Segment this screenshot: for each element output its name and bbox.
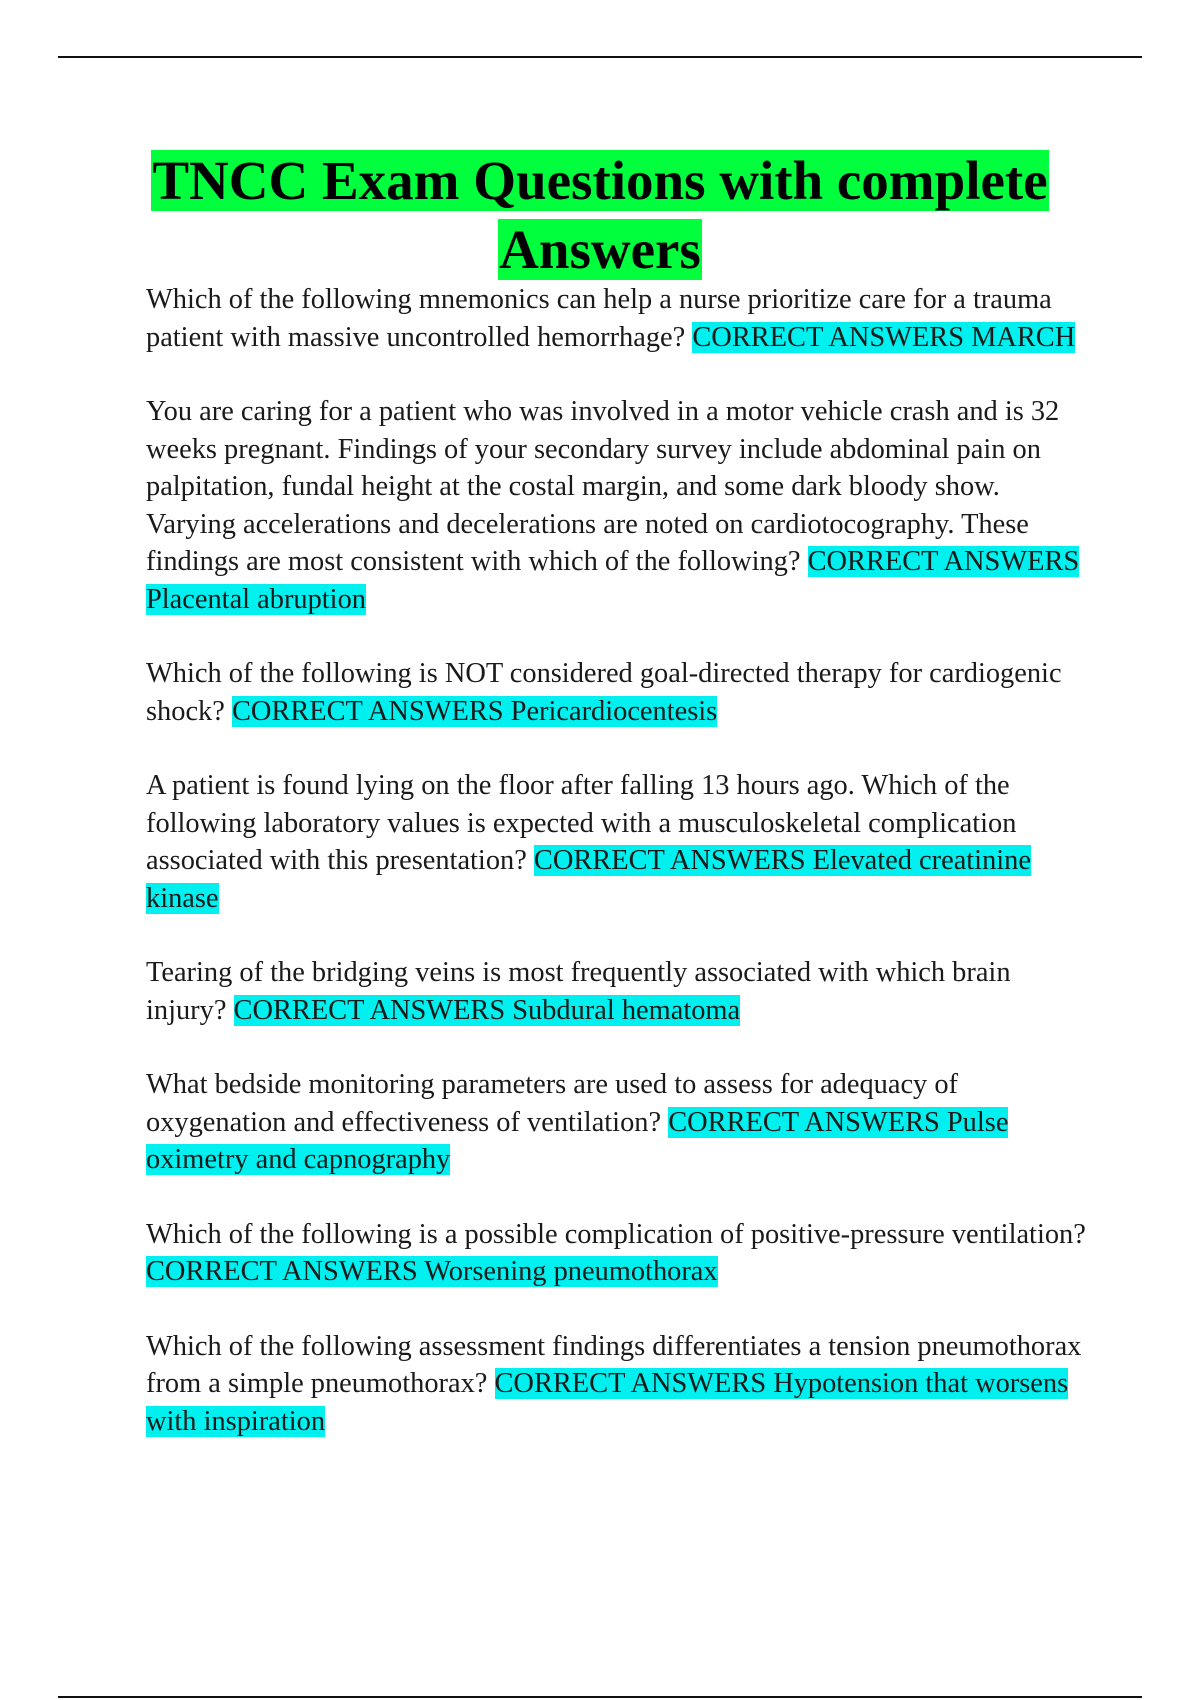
qa-item	[146, 767, 1086, 917]
qa-item	[146, 1066, 1086, 1179]
footer-rule	[58, 1696, 1142, 1698]
qa-item	[146, 954, 1086, 1029]
question-text: Which of the following mnemonics can help a nurse prioritize care for a trauma patient with massive uncontrolled hemorrhage?	[146, 284, 1052, 353]
title-highlight: TNCC Exam Questions with complete Answers	[152, 150, 1048, 280]
question-text: Which of the following assessment findings differentiates a tension pneumothorax from a simple pneumothorax?	[146, 1330, 1082, 1399]
question-text: Tearing of the bridging veins is most frequently associated with which brain injury?	[146, 957, 1011, 1026]
question-text: Which of the following is NOT considered goal-directed therapy for cardiogenic shock?	[146, 658, 1062, 727]
answer-text: CORRECT ANSWERS Subdural hematoma	[233, 994, 741, 1026]
qa-item	[146, 655, 1086, 730]
answer-text: CORRECT ANSWERS Pulse oximetry and capnography	[146, 1106, 1009, 1175]
qa-item	[146, 281, 1086, 356]
qa-item	[146, 1328, 1086, 1441]
answer-text: CORRECT ANSWERS Pericardiocentesis	[231, 695, 718, 727]
question-text: Which of the following is a possible complication of positive-pressure ventilation?	[146, 1218, 1086, 1250]
qa-list	[146, 281, 1086, 1477]
answer-text: CORRECT ANSWERS MARCH	[692, 321, 1076, 353]
document-title	[100, 146, 1100, 284]
answer-text: CORRECT ANSWERS Placental abruption	[146, 546, 1080, 615]
qa-item	[146, 393, 1086, 618]
question-text: What bedside monitoring parameters are used to assess for adequacy of oxygenation and effectiveness of ventilation?	[146, 1069, 959, 1138]
header-rule	[58, 56, 1142, 58]
qa-item	[146, 1216, 1086, 1291]
question-text: A patient is found lying on the floor after falling 13 hours ago. Which of the following laboratory values is expected with a musculoskeletal complication associated with this presentation?	[146, 770, 1017, 876]
question-text: You are caring for a patient who was involved in a motor vehicle crash and is 32 weeks pregnant. Findings of your secondary survey include abdominal pain on palpitation, fundal height at the costal margin, and some dark bloody show. Varying accelerations and decelerations are noted on cardiotocography. These findings are most consistent with which of the following?	[146, 396, 1060, 577]
answer-text: CORRECT ANSWERS Elevated creatinine kinase	[146, 845, 1031, 914]
answer-text: CORRECT ANSWERS Worsening pneumothorax	[146, 1256, 718, 1287]
answer-text: CORRECT ANSWERS Hypotension that worsens with inspiration	[146, 1368, 1069, 1437]
